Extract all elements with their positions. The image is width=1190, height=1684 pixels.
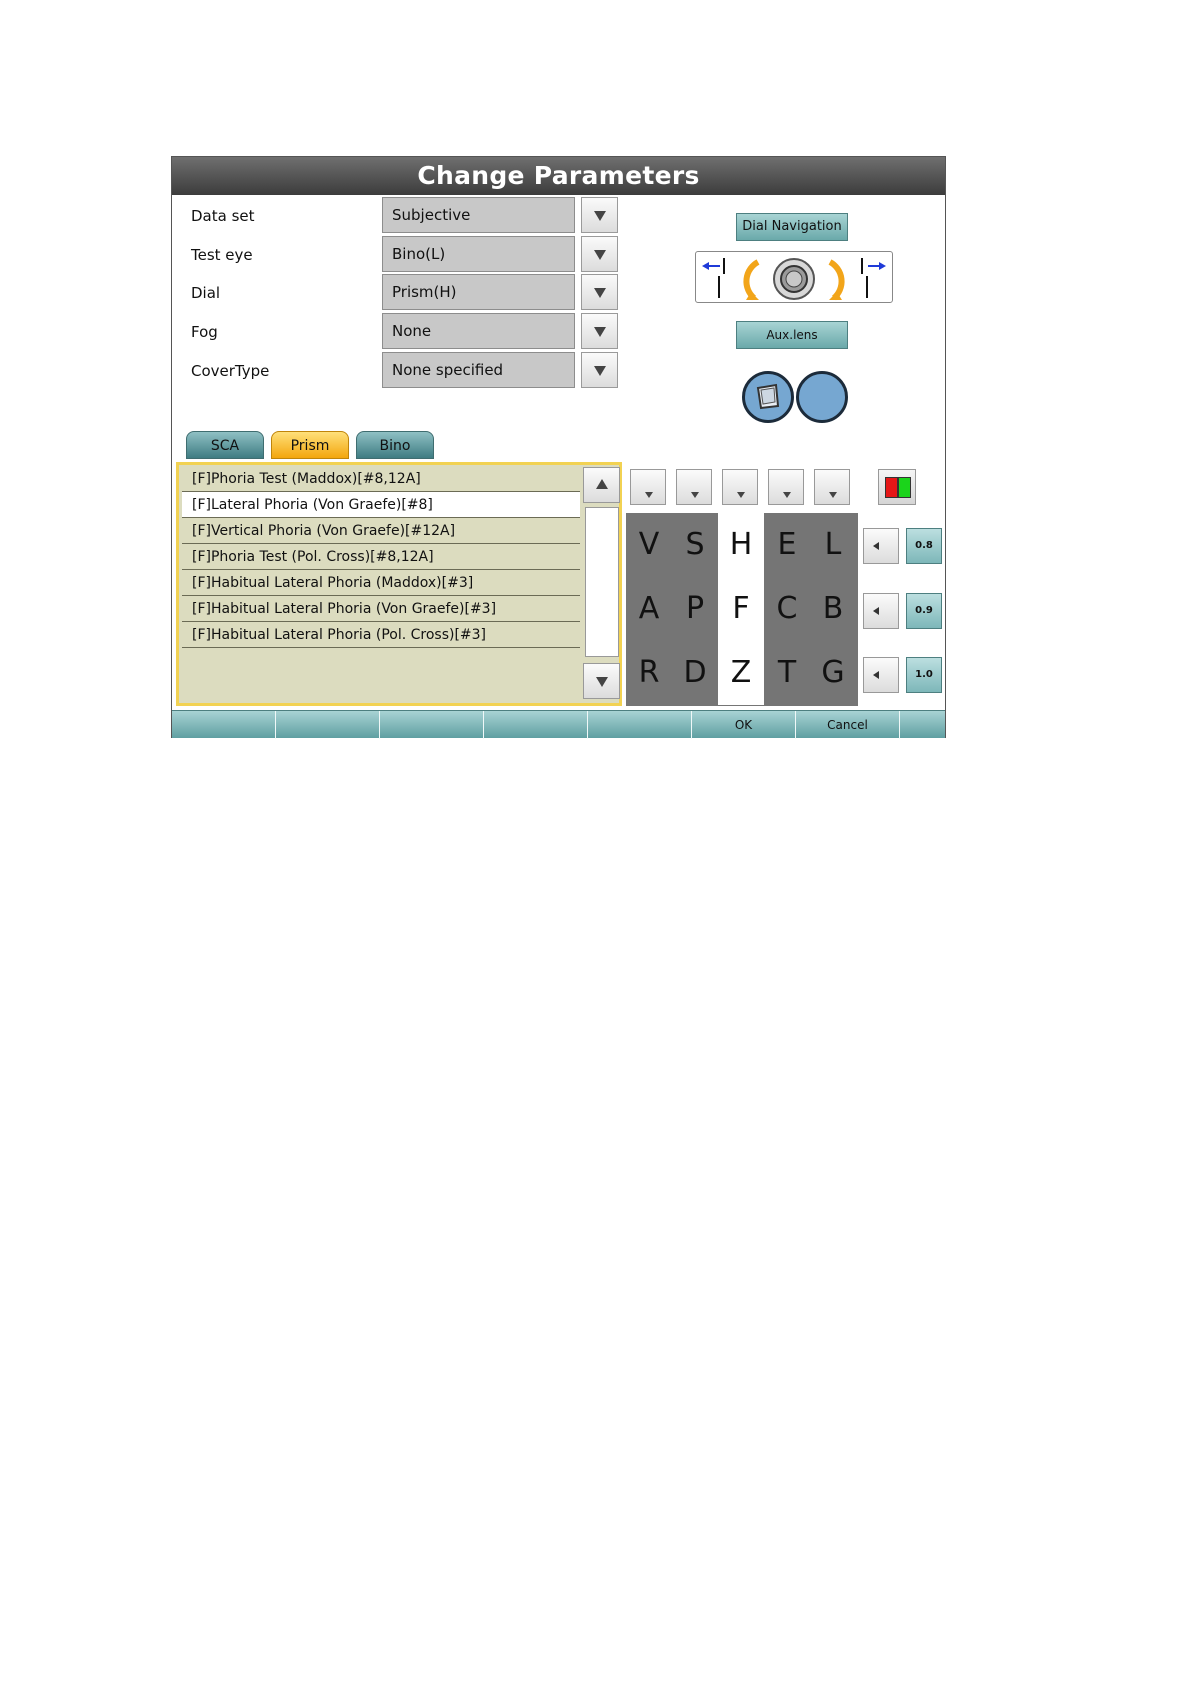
- aux-lens-button[interactable]: Aux.lens: [736, 321, 848, 349]
- list-item-selected[interactable]: [F]Lateral Phoria (Von Graefe)[#8]: [182, 492, 580, 518]
- fog-dropdown-button[interactable]: [581, 313, 618, 349]
- row-1-select-arrow[interactable]: [863, 528, 899, 564]
- acuity-0.9-button[interactable]: 0.9: [906, 593, 942, 629]
- function-button-4[interactable]: [484, 711, 588, 739]
- dial-dropdown-button[interactable]: [581, 274, 618, 310]
- chart-letter[interactable]: T: [777, 655, 797, 690]
- scroll-down-button[interactable]: [583, 663, 620, 699]
- function-button-8[interactable]: [900, 711, 945, 739]
- chart-letter[interactable]: Z: [718, 641, 764, 705]
- tab-sca[interactable]: SCA: [186, 431, 264, 459]
- tab-bino[interactable]: Bino: [356, 431, 434, 459]
- function-button-3[interactable]: [380, 711, 484, 739]
- cover-type-field[interactable]: None specified: [382, 352, 575, 388]
- chart-letter[interactable]: A: [638, 591, 660, 626]
- dial-label: Dial: [191, 284, 221, 302]
- cover-type-label: CoverType: [191, 362, 270, 380]
- chart-letter[interactable]: H: [718, 513, 764, 577]
- function-button-2[interactable]: [276, 711, 380, 739]
- chart-letter[interactable]: F: [718, 577, 764, 641]
- test-eye-field[interactable]: Bino(L): [382, 236, 575, 272]
- scroll-track[interactable]: [585, 507, 619, 657]
- dialog-title: Change Parameters: [172, 157, 945, 195]
- left-lens-icon[interactable]: [742, 371, 794, 423]
- list-scrollbar[interactable]: [583, 467, 620, 701]
- chart-letter[interactable]: V: [638, 527, 660, 562]
- acuity-1.0-button[interactable]: 1.0: [906, 657, 942, 693]
- ok-button[interactable]: OK: [692, 711, 796, 739]
- acuity-0.8-button[interactable]: 0.8: [906, 528, 942, 564]
- cover-type-dropdown-button[interactable]: [581, 352, 618, 388]
- right-lens-icon[interactable]: [796, 371, 848, 423]
- dial-field[interactable]: Prism(H): [382, 274, 575, 310]
- change-parameters-dialog: [171, 156, 946, 738]
- list-item[interactable]: [F]Habitual Lateral Phoria (Maddox)[#3]: [182, 570, 580, 596]
- list-item[interactable]: [F]Habitual Lateral Phoria (Pol. Cross)[#3]: [182, 622, 580, 648]
- chart-letter[interactable]: S: [685, 527, 705, 562]
- green-square-icon: [898, 477, 911, 498]
- column-4-selector-button[interactable]: [768, 469, 804, 505]
- test-eye-dropdown-button[interactable]: [581, 236, 618, 272]
- data-set-label: Data set: [191, 207, 255, 225]
- chart-letter[interactable]: P: [685, 591, 705, 626]
- row-3-select-arrow[interactable]: [863, 657, 899, 693]
- function-button-5[interactable]: [588, 711, 692, 739]
- dial-navigation-button[interactable]: Dial Navigation: [736, 213, 848, 241]
- chart-letter[interactable]: B: [822, 591, 844, 626]
- data-set-dropdown-button[interactable]: [581, 197, 618, 233]
- list-item[interactable]: [F]Vertical Phoria (Von Graefe)[#12A]: [182, 518, 580, 544]
- chart-letter[interactable]: E: [777, 527, 797, 562]
- bottom-button-bar: [172, 710, 945, 738]
- tab-prism[interactable]: Prism: [271, 431, 349, 459]
- scroll-up-button[interactable]: [583, 467, 620, 503]
- column-5-selector-button[interactable]: [814, 469, 850, 505]
- chart-letter[interactable]: C: [776, 591, 798, 626]
- column-3-selector-button[interactable]: [722, 469, 758, 505]
- column-1-selector-button[interactable]: [630, 469, 666, 505]
- test-list-panel: [176, 462, 622, 706]
- dial-navigation-icon: [696, 252, 894, 304]
- red-green-button[interactable]: [878, 469, 916, 505]
- prism-lens-icon: [745, 374, 791, 420]
- list-item[interactable]: [F]Phoria Test (Pol. Cross)[#8,12A]: [182, 544, 580, 570]
- row-2-select-arrow[interactable]: [863, 593, 899, 629]
- list-item[interactable]: [F]Habitual Lateral Phoria (Von Graefe)[#3]: [182, 596, 580, 622]
- data-set-field[interactable]: Subjective: [382, 197, 575, 233]
- cancel-button[interactable]: Cancel: [796, 711, 900, 739]
- fog-label: Fog: [191, 323, 218, 341]
- chart-letter[interactable]: R: [638, 655, 660, 690]
- dial-navigation-panel[interactable]: [695, 251, 893, 303]
- column-2-selector-button[interactable]: [676, 469, 712, 505]
- list-item[interactable]: [F]Phoria Test (Maddox)[#8,12A]: [182, 466, 580, 492]
- chart-letter[interactable]: D: [683, 655, 707, 690]
- letter-chart: [626, 513, 858, 706]
- chart-letter[interactable]: L: [824, 527, 842, 562]
- chart-letter[interactable]: G: [821, 655, 845, 690]
- fog-field[interactable]: None: [382, 313, 575, 349]
- function-button-1[interactable]: [172, 711, 276, 739]
- test-eye-label: Test eye: [191, 246, 253, 264]
- red-square-icon: [885, 477, 898, 498]
